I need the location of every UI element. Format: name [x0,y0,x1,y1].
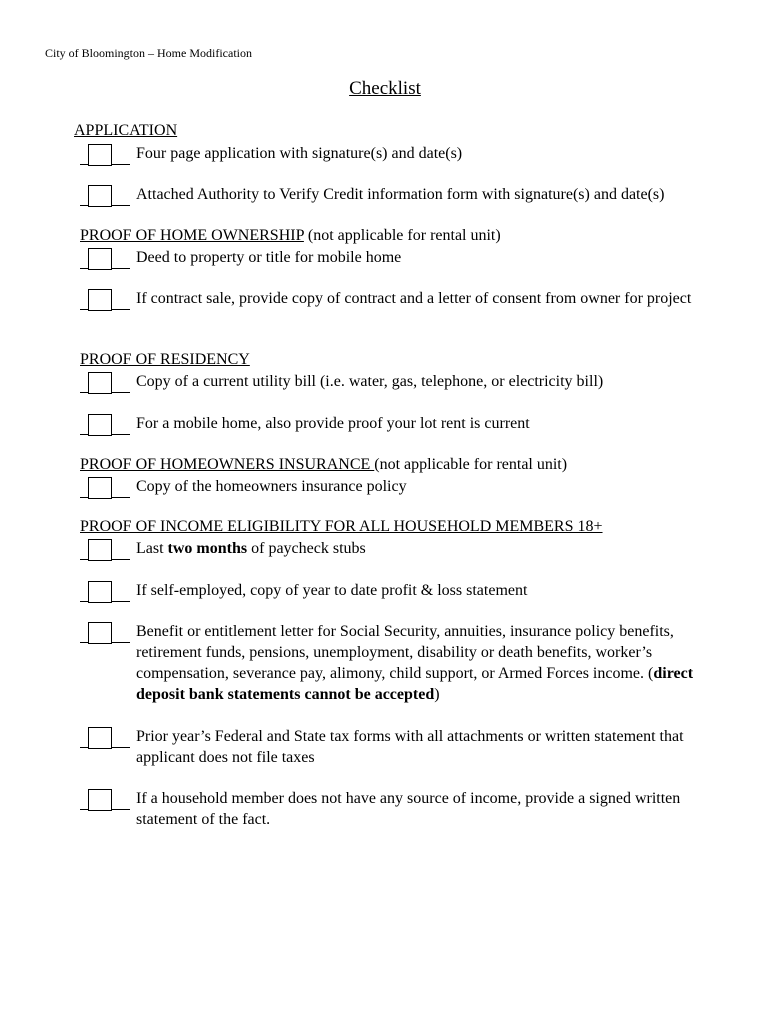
section-heading-insurance: PROOF OF HOMEOWNERS INSURANCE (not applicable for rental unit) [80,456,568,473]
item-label: If contract sale, provide copy of contract and a letter of consent from owner for project [136,290,692,307]
page-title: Checklist [349,78,421,99]
checkbox[interactable] [80,539,130,561]
item-label: Copy of the homeowners insurance policy [136,478,407,495]
checkbox[interactable] [80,185,130,207]
item-label: Copy of a current utility bill (i.e. water, gas, telephone, or electricity bill) [136,373,604,390]
item-label: If a household member does not have any source of income, provide a signed written statement of the fact. [136,790,681,828]
checkbox[interactable] [80,289,130,311]
checkbox[interactable] [80,144,130,166]
checkbox[interactable] [80,477,130,499]
item-label: Four page application with signature(s) and date(s) [136,145,463,162]
item-label: Last two months of paycheck stubs [136,540,366,557]
checkbox[interactable] [80,581,130,603]
item-label: Prior year’s Federal and State tax forms with all attachments or written statement that applicant does not file taxes [136,728,684,766]
item-label: Attached Authority to Verify Credit information form with signature(s) and date(s) [136,186,665,203]
section-heading-ownership: PROOF OF HOME OWNERSHIP (not applicable for rental unit) [80,227,501,244]
section-heading-application: APPLICATION [74,122,178,139]
checkbox[interactable] [80,727,130,749]
item-label: For a mobile home, also provide proof your lot rent is current [136,415,530,432]
checkbox[interactable] [80,372,130,394]
item-label: Benefit or entitlement letter for Social Security, annuities, insurance policy benefits, retirement funds, pensions, unemployment, disability or death benefits, worker’s compensation, severance pay, alimony, child support, or Armed Forces income. (direct deposit bank statements cannot be accepted) [136,623,694,703]
document-header: City of Bloomington – Home Modification [45,46,252,60]
item-label: Deed to property or title for mobile home [136,249,402,266]
checkbox[interactable] [80,414,130,436]
section-heading-residency: PROOF OF RESIDENCY [80,351,250,368]
item-label: If self-employed, copy of year to date profit & loss statement [136,582,528,599]
checkbox[interactable] [80,622,130,644]
checkbox[interactable] [80,248,130,270]
checkbox[interactable] [80,789,130,811]
section-heading-income: PROOF OF INCOME ELIGIBILITY FOR ALL HOUSEHOLD MEMBERS 18+ [80,518,603,535]
